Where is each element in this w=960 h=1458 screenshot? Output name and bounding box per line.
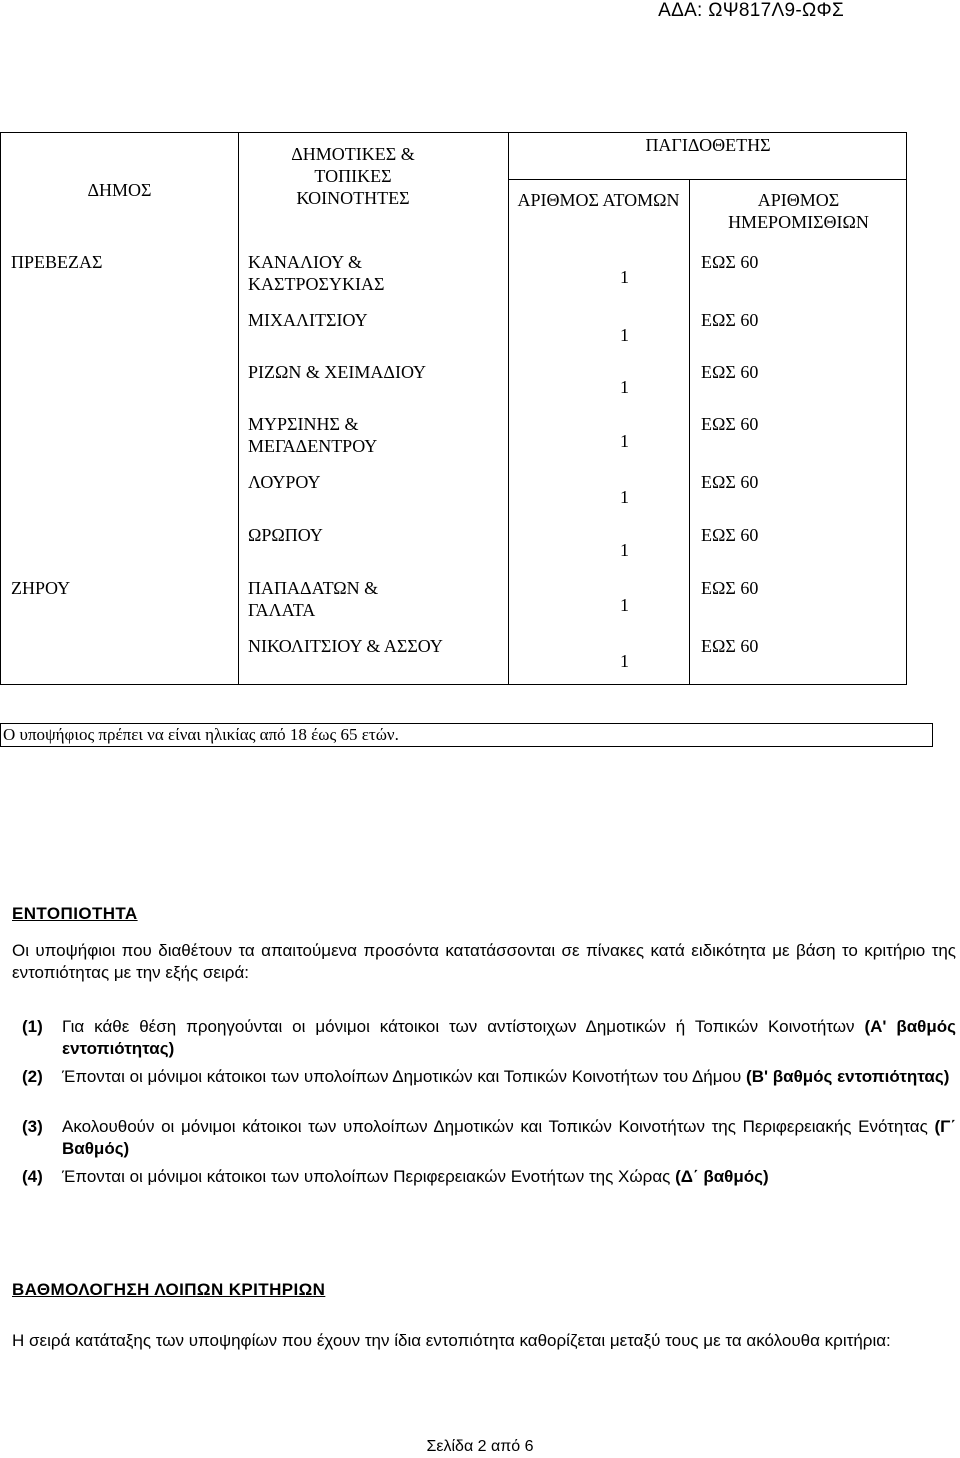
cell-koinotita: ΛΟΥΡΟΥ: [248, 472, 321, 492]
cell-imeromisthia: ΕΩΣ 60: [701, 472, 759, 492]
age-requirement: Ο υποψήφιος πρέπει να είναι ηλικίας από 18 έως 65 ετών.: [0, 723, 933, 747]
criterion-number: (1): [22, 1017, 43, 1036]
criterion-item: [22, 1016, 956, 1060]
cell-atoma: 1: [620, 325, 629, 345]
criterion-degree: (Γ΄ Βαθμός): [62, 1117, 956, 1158]
criterion-text: Για κάθε θέση προηγούνται οι μόνιμοι κάτοικοι των αντίστοιχων Δημοτικών ή Τοπικών Κοινοτήτων: [62, 1017, 865, 1036]
table-divider: [508, 179, 906, 180]
header-imeromisthia: ΑΡΙΘΜΟΣ ΗΜΕΡΟΜΙΣΘΙΩΝ: [728, 190, 869, 232]
cell-atoma: 1: [620, 377, 629, 397]
cell-koinotita: ΜΥΡΣΙΝΗΣ & ΜΕΓΑΔΕΝΤΡΟΥ: [248, 414, 378, 456]
cell-atoma: 1: [620, 267, 629, 287]
cell-koinotita: ΚΑΝΑΛΙΟΥ & ΚΑΣΤΡΟΣΥΚΙΑΣ: [248, 252, 385, 294]
cell-imeromisthia: ΕΩΣ 60: [701, 414, 759, 434]
criterion-number: (4): [22, 1167, 43, 1186]
cell-imeromisthia: ΕΩΣ 60: [701, 362, 759, 382]
staff-table: [0, 132, 907, 685]
cell-imeromisthia: ΕΩΣ 60: [701, 636, 759, 656]
cell-atoma: 1: [620, 651, 629, 671]
vathmologisi-title: ΒΑΘΜΟΛΟΓΗΣΗ ΛΟΙΠΩΝ ΚΡΙΤΗΡΙΩΝ: [12, 1280, 326, 1299]
criterion-degree: (Α' βαθμός εντοπιότητας): [62, 1017, 956, 1058]
cell-koinotita: ΝΙΚΟΛΙΤΣΙΟΥ & ΑΣΣΟΥ: [248, 636, 443, 656]
cell-imeromisthia: ΕΩΣ 60: [701, 525, 759, 545]
cell-imeromisthia: ΕΩΣ 60: [701, 310, 759, 330]
criterion-item: [22, 1066, 956, 1088]
criterion-text: Ακολουθούν οι μόνιμοι κάτοικοι των υπολοίπων Δημοτικών και Τοπικών Κοινοτήτων της Περιφερειακής Ενότητας: [62, 1117, 935, 1136]
entopiotita-title: ΕΝΤΟΠΙΟΤΗΤΑ: [12, 904, 138, 923]
cell-atoma: 1: [620, 595, 629, 615]
cell-koinotita: ΠΑΠΑΔΑΤΩΝ & ΓΑΛΑΤΑ: [248, 578, 379, 620]
criterion-degree: (Δ΄ βαθμός): [675, 1167, 769, 1186]
header-koinotites: ΔΗΜΟΤΙΚΕΣ & ΤΟΠΙΚΕΣ ΚΟΙΝΟΤΗΤΕΣ: [291, 144, 415, 208]
cell-atoma: 1: [620, 487, 629, 507]
cell-dimos: ΠΡΕΒΕΖΑΣ: [11, 252, 103, 272]
criterion-item: [22, 1116, 956, 1160]
criterion-number: (3): [22, 1117, 43, 1136]
header-dimos: ΔΗΜΟΣ: [87, 180, 152, 200]
page-number: Σελίδα 2 από 6: [426, 1438, 534, 1455]
cell-koinotita: ΜΙΧΑΛΙΤΣΙΟΥ: [248, 310, 368, 330]
header-pagidothetis: ΠΑΓΙΔΟΘΕΤΗΣ: [645, 135, 771, 155]
cell-imeromisthia: ΕΩΣ 60: [701, 578, 759, 598]
cell-imeromisthia: ΕΩΣ 60: [701, 252, 759, 272]
ada-code: ΑΔΑ: ΩΨ817Λ9-ΩΦΣ: [658, 0, 844, 21]
table-divider: [508, 133, 509, 684]
criterion-text: Έπονται οι μόνιμοι κάτοικοι των υπολοίπων Περιφερειακών Ενοτήτων της Χώρας: [62, 1167, 676, 1186]
table-divider: [238, 133, 239, 684]
criterion-number: (2): [22, 1067, 43, 1086]
cell-atoma: 1: [620, 540, 629, 560]
entopiotita-intro: Οι υποψήφιοι που διαθέτουν τα απαιτούμενα προσόντα κατατάσσονται σε πίνακες κατά ειδικότητα με βάση το κριτήριο της εντοπιότητας με την εξής σειρά:: [12, 941, 956, 982]
criterion-text: Έπονται οι μόνιμοι κάτοικοι των υπολοίπων Δημοτικών και Τοπικών Κοινοτήτων του Δήμου: [62, 1067, 747, 1086]
cell-dimos: ΖΗΡΟΥ: [11, 578, 71, 598]
cell-koinotita: ΡΙΖΩΝ & ΧΕΙΜΑΔΙΟΥ: [248, 362, 427, 382]
vathmologisi-text: Η σειρά κατάταξης των υποψηφίων που έχουν την ίδια εντοπιότητα καθορίζεται μεταξύ τους με τα ακόλουθα κριτήρια:: [12, 1331, 891, 1350]
header-atoma: ΑΡΙΘΜΟΣ ΑΤΟΜΩΝ: [517, 190, 680, 210]
cell-atoma: 1: [620, 431, 629, 451]
criterion-degree: (Β' βαθμός εντοπιότητας): [746, 1067, 950, 1086]
table-divider: [689, 179, 690, 684]
cell-koinotita: ΩΡΩΠΟΥ: [248, 525, 323, 545]
criterion-item: [22, 1166, 956, 1188]
